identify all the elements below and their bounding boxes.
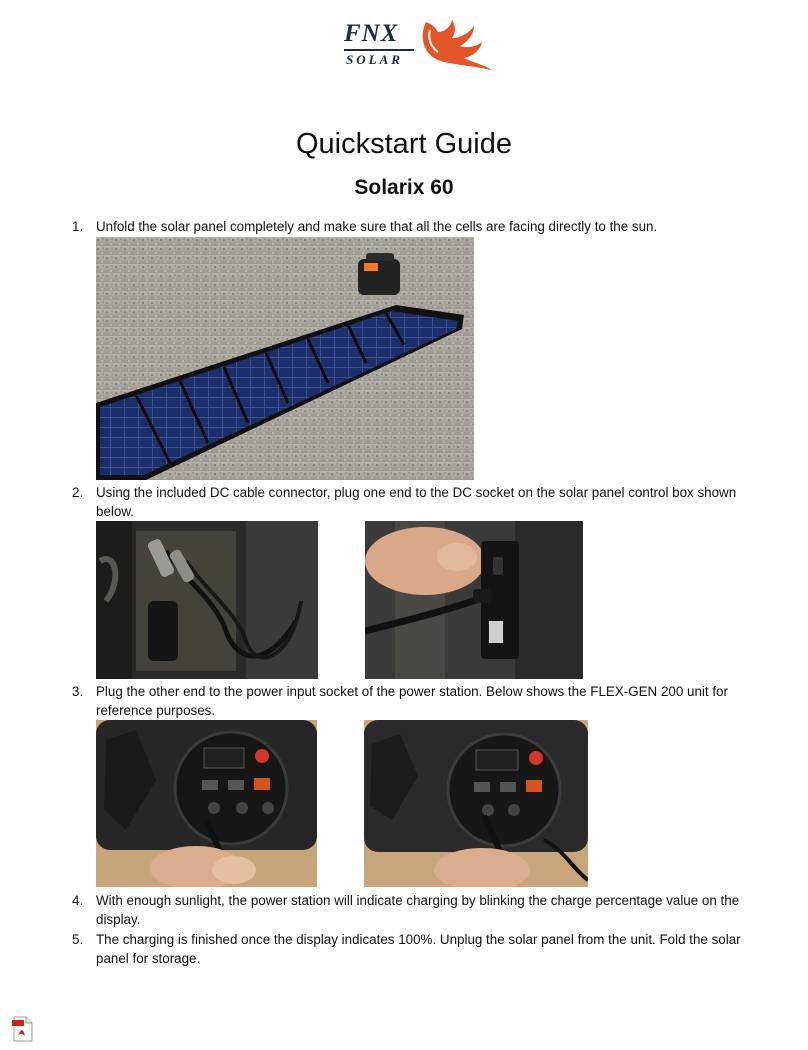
step-text: The charging is finished once the display indicates 100%. Unplug the solar panel from the unit. Fold the solar panel for storage.: [96, 932, 741, 966]
power-station-photo-left: [96, 720, 317, 887]
step-text: Using the included DC cable connector, plug one end to the DC socket on the solar panel control box shown below.: [96, 485, 737, 519]
step-number: 4.: [72, 893, 84, 908]
page-title: Quickstart Guide: [296, 128, 512, 160]
product-subtitle: Solarix 60: [354, 176, 454, 199]
step-number: 2.: [72, 485, 84, 500]
step-number: 1.: [72, 219, 84, 234]
logo-brand-text: FNX: [344, 20, 399, 47]
step-text: Unfold the solar panel completely and make sure that all the cells are facing directly to the sun.: [96, 219, 658, 234]
step-number: 3.: [72, 684, 84, 699]
dc-cable-photo: [96, 521, 318, 679]
power-station-photo-right: [364, 720, 588, 887]
phoenix-logo-icon: [416, 16, 494, 72]
logo-sub-text: SOLAR: [346, 52, 403, 67]
step-text: With enough sunlight, the power station will indicate charging by blinking the charge percentage value on the display.: [96, 893, 740, 927]
logo-rule: [344, 49, 414, 51]
step-number: 5.: [72, 932, 84, 947]
step-text: Plug the other end to the power input socket of the power station. Below shows the FLEX-GEN 200 unit for reference purposes.: [96, 684, 728, 718]
unfolded-solar-panel-photo: [96, 237, 474, 480]
pdf-file-icon: [12, 1016, 34, 1042]
control-box-photo: [365, 521, 583, 679]
fnx-solar-logo: [340, 16, 495, 74]
